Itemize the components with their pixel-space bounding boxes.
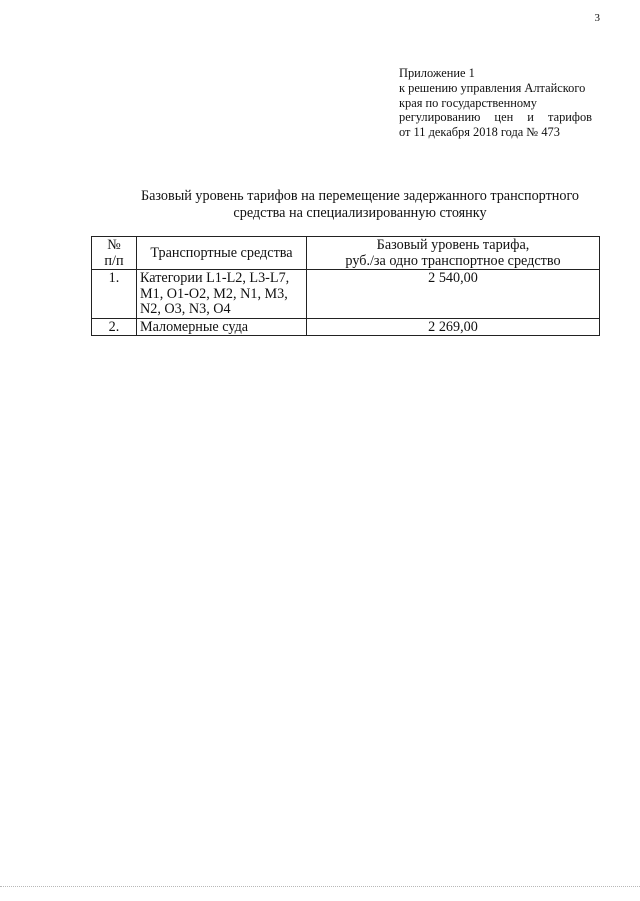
appendix-date-line: от 11 декабря 2018 года № 473 [399,125,560,140]
row-vehicle: Маломерные суда [137,318,307,336]
row-price: 2 269,00 [307,318,600,336]
table-header-row [92,237,600,270]
document-title-line: Базовый уровень тарифов на перемещение задержанного транспортного [140,188,580,204]
appendix-line: регулированию цен и тарифов [399,110,592,125]
header-number-label: п/п [104,252,124,269]
appendix-line: к решению управления Алтайского [399,80,586,95]
row-number: 2. [92,318,137,336]
row-vehicle: Категории L1-L2, L3-L7, M1, O1-O2, M2, N1, M3, N2, O3, N3, O4 [137,270,307,319]
document-title-line: средства на специализированную стоянку [233,205,487,221]
row-price: 2 540,00 [307,270,600,319]
appendix-line: края по государственному [399,95,537,110]
document-title [104,188,616,222]
page-number: 3 [594,12,600,24]
table-row [92,318,600,336]
header-price [307,237,600,270]
appendix-block [399,66,592,140]
table-row [92,270,600,319]
header-number-sign: № [107,237,121,253]
header-vehicle: Транспортные средства [137,237,307,270]
appendix-title: Приложение 1 [399,66,475,80]
header-number [92,237,137,270]
header-price-unit: руб./за одно транспортное средство [345,252,561,269]
scan-edge-divider [0,886,640,887]
row-number: 1. [92,270,137,319]
tariff-table [91,236,600,336]
header-price-title: Базовый уровень тарифа, [376,237,530,253]
